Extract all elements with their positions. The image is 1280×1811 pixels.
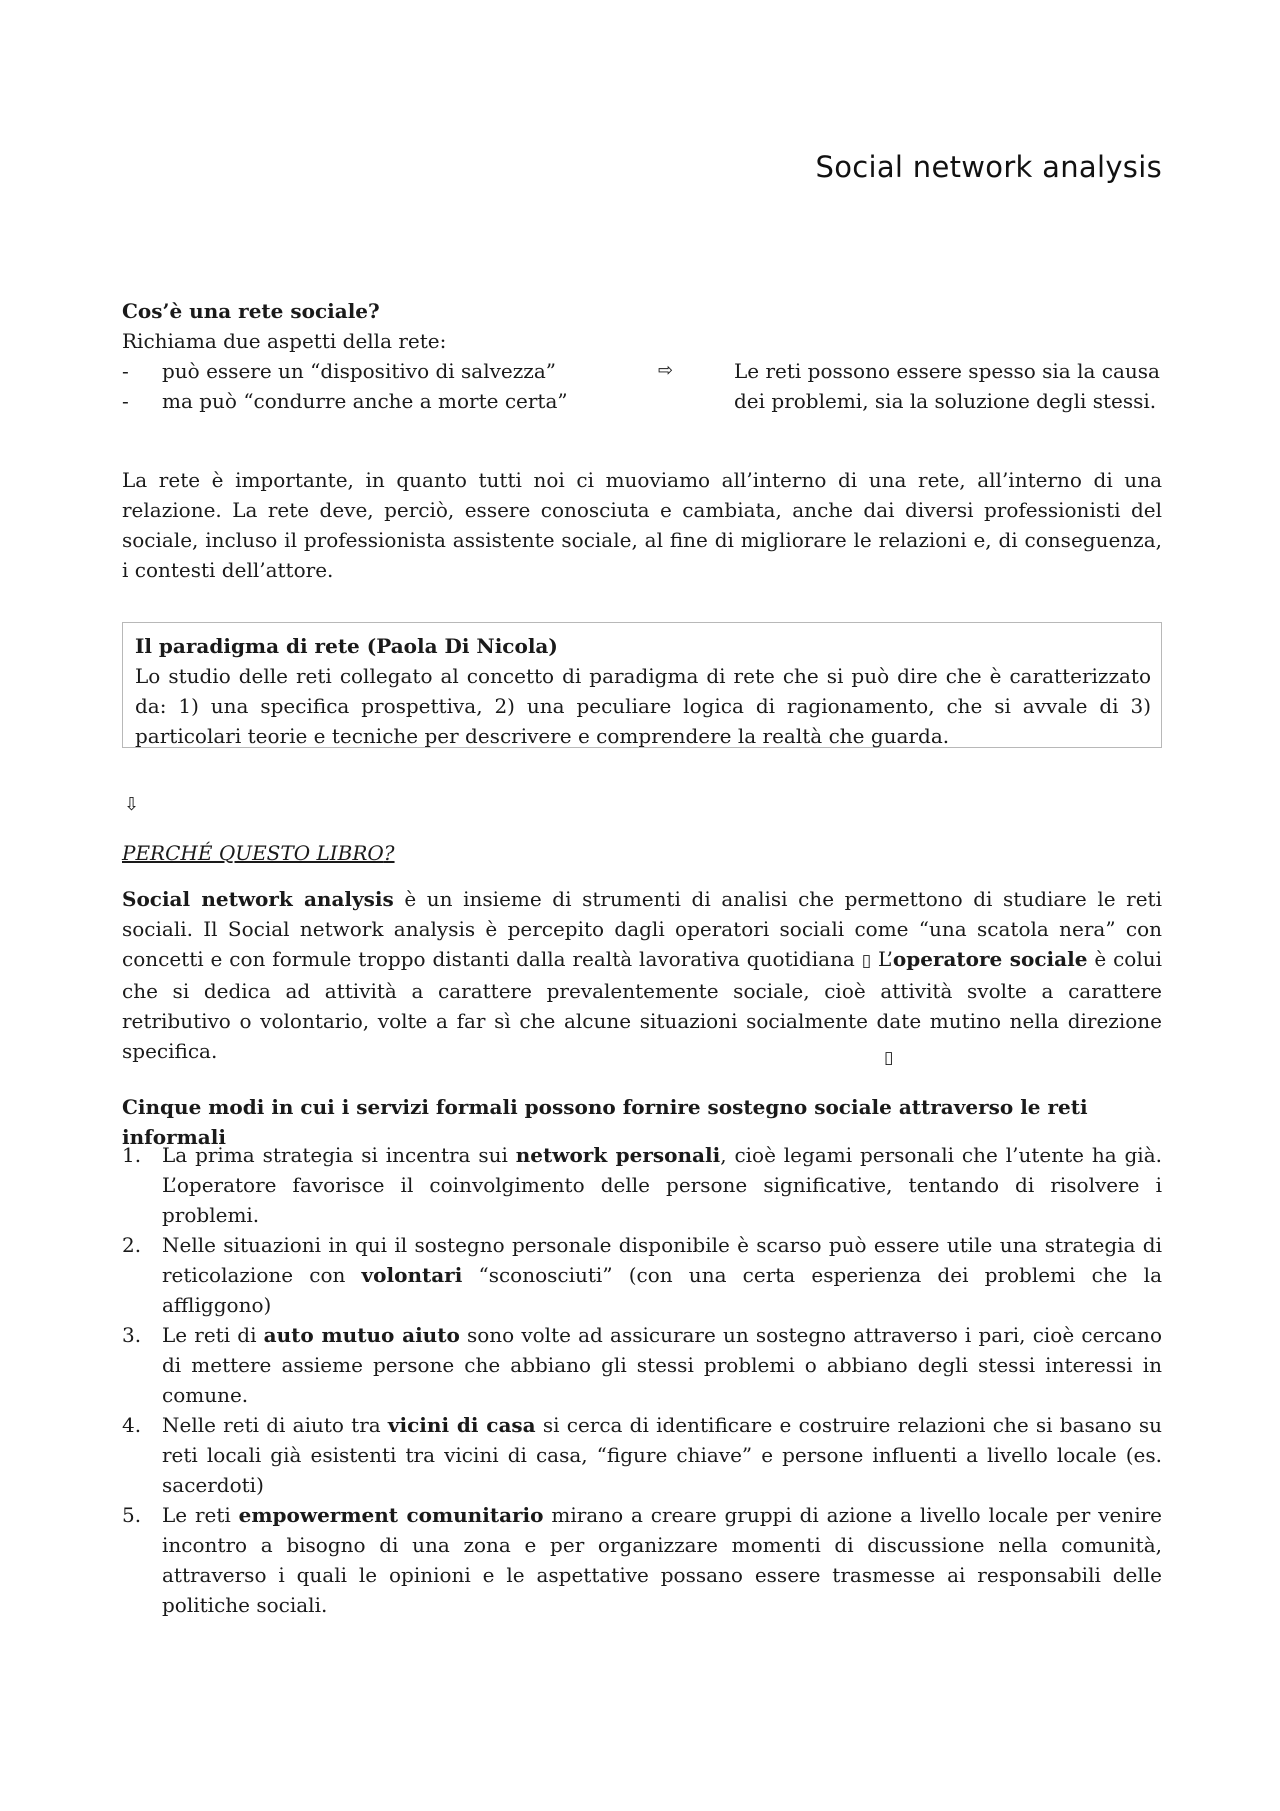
paragraph-rete: La rete è importante, in quanto tutti noi ci muoviamo all’interno di una rete, all’interno di una relazione. La rete deve, perciò, essere conosciuta e cambiata, anche dai diversi professionisti del sociale, incluso il professionista assistente sociale, al fine di migliorare le relazioni e, di conseguenza, i contesti dell’attore. <box>122 468 1162 582</box>
list-item <box>122 1500 1162 1620</box>
list-item <box>122 1410 1162 1500</box>
list-item <box>122 1140 1162 1230</box>
intro-question: Cos’è una rete sociale? <box>122 299 380 323</box>
right-arrow-icon: ⇨ <box>658 360 674 381</box>
bullet-list <box>122 356 682 416</box>
bullet-marker: - <box>122 389 129 413</box>
subtitle-question-mark: ? <box>383 841 395 865</box>
paragraph-text: L’ <box>871 947 893 971</box>
item-text: si cerca di identificare e costruire relazioni che si basano su reti locali già esistenti tra vicini di casa, “figure chiave” e persone influenti a livello locale (es. sacerdoti) <box>162 1413 1162 1497</box>
side-note <box>734 356 1162 416</box>
item-text: mirano a creare gruppi di azione a livello locale per venire incontro a bisogno di una zona e per organizzare momenti di discussione nella comunità, attraverso i quali le opinioni e le aspettative possano essere trasmesse ai responsabili delle politiche sociali. <box>162 1503 1162 1617</box>
item-term: empowerment comunitario <box>238 1503 544 1527</box>
intro-lead: Richiama due aspetti della rete: <box>122 329 447 353</box>
down-arrow-icon: ⇩ <box>124 794 140 815</box>
list-number: 3. <box>122 1323 142 1347</box>
side-note-line: dei problemi, sia la soluzione degli stessi. <box>734 389 1157 413</box>
box-heading: Il paradigma di rete (Paola Di Nicola) <box>135 634 558 658</box>
list-item <box>122 356 682 386</box>
item-text: sono volte ad assicurare un sostegno attraverso i pari, cioè cercano di mettere assieme persone che abbiano gli stessi problemi o abbiano degli stessi interessi in comune. <box>162 1323 1162 1407</box>
section-heading: Cinque modi in cui i servizi formali possono fornire sostegno sociale attraverso le reti informali <box>122 1095 1088 1149</box>
item-term: network personali <box>515 1143 721 1167</box>
item-text: , cioè legami personali che l’utente ha già. L’operatore favorisce il coinvolgimento delle persone significative, tentando di risolvere i problemi. <box>162 1143 1162 1227</box>
document-page <box>122 0 1162 1811</box>
paragraph-text: è un insieme di strumenti di analisi che permettono di studiare le reti sociali. Il Social network analysis è percepito dagli operatori sociali come “una scatola nera” con concetti e con formule troppo distanti dalla realtà lavorativa quotidiana <box>122 887 1162 971</box>
item-text: Nelle situazioni in qui il sostegno personale disponibile è scarso può essere utile una strategia di reticolazione con <box>162 1233 1162 1287</box>
section-subtitle <box>122 838 395 868</box>
list-item <box>122 1230 1162 1320</box>
list-number: 5. <box>122 1503 142 1527</box>
paragraph-text: è colui che si dedica ad attività a carattere prevalentemente sociale, cioè attività svolte a carattere retributivo o volontario, volte a far sì che alcune situazioni socialmente date mutino nella direzione specifica. <box>122 947 1163 1063</box>
bullet-text: ma può “condurre anche a morte certa” <box>162 389 568 413</box>
term-operatore: operatore sociale <box>892 947 1088 971</box>
item-text: Nelle reti di aiuto tra <box>162 1413 388 1437</box>
list-number: 4. <box>122 1413 142 1437</box>
bullet-text: può essere un “dispositivo di salvezza” <box>162 359 556 383</box>
paragraph-sna <box>122 884 1162 1066</box>
strategy-list <box>122 1140 1162 1620</box>
bullet-marker: - <box>122 359 129 383</box>
paradigm-box <box>122 622 1162 748</box>
item-term: vicini di casa <box>387 1413 536 1437</box>
list-item <box>122 1320 1162 1410</box>
box-body: Lo studio delle reti collegato al concetto di paradigma di rete che si può dire che è caratterizzato da: 1) una specifica prospettiva, 2) una peculiare logica di ragionamento, che si avvale di 3) particolari teorie e tecniche per descrivere e comprendere la realtà che guarda. <box>135 664 1151 748</box>
subtitle-text: PERCHÉ QUESTO LIBRO <box>122 841 384 865</box>
missing-glyph-icon: ▯ <box>861 951 872 971</box>
item-text: Le reti di <box>162 1323 264 1347</box>
item-text: Le reti <box>162 1503 239 1527</box>
item-term: auto mutuo aiuto <box>263 1323 460 1347</box>
page-title: Social network analysis <box>815 150 1162 184</box>
item-text: “sconosciuti” (con una certa esperienza dei problemi che la affliggono) <box>162 1263 1163 1317</box>
list-number: 2. <box>122 1233 142 1257</box>
missing-glyph-icon: ▯ <box>884 1048 894 1068</box>
item-text: La prima strategia si incentra sui <box>162 1143 516 1167</box>
intro-section <box>122 296 1162 356</box>
list-item <box>122 386 682 416</box>
side-note-line: Le reti possono essere spesso sia la causa <box>734 359 1160 383</box>
item-term: volontari <box>361 1263 463 1287</box>
list-number: 1. <box>122 1143 142 1167</box>
term-sna: Social network analysis <box>122 887 394 911</box>
